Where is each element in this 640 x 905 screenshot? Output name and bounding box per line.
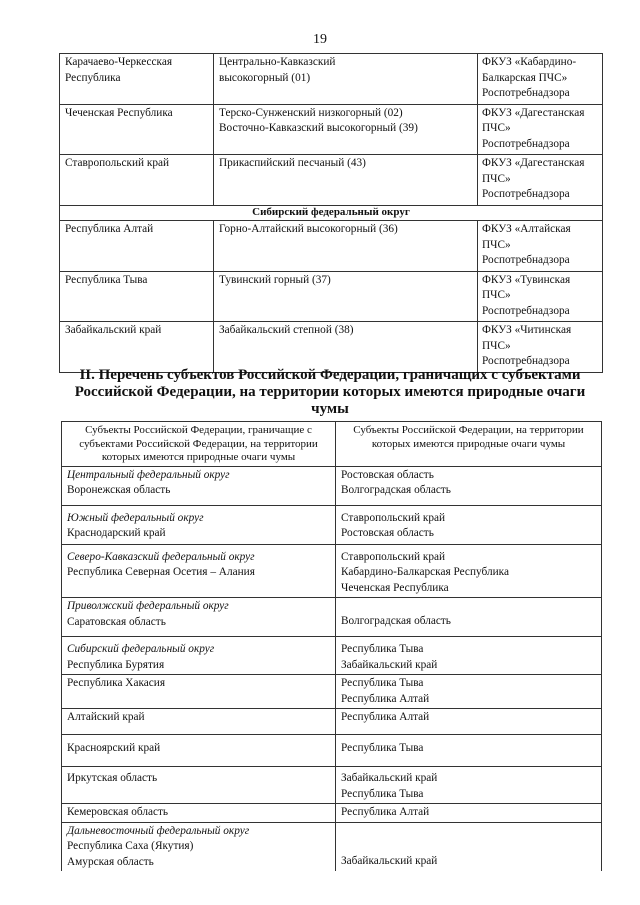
left-cell: Республика Хакасия [62, 675, 336, 709]
org-cell: ФКУЗ «Тувинская ПЧС» Роспотребнадзора [478, 271, 603, 322]
district-label: Дальневосточный федеральный округ [67, 824, 250, 837]
right-cell: Ростовская область Волгоградская область [336, 466, 602, 505]
plague-foci-table [59, 53, 603, 373]
subject-cell: Чеченская Республика [60, 104, 214, 155]
right-cell: Волгоградская область [336, 598, 602, 637]
table-row [60, 221, 603, 272]
org-cell: ФКУЗ «Читинская ПЧС» Роспотребнадзора [478, 322, 603, 373]
left-cell: Сибирский федеральный округ Республика Бурятия [62, 637, 336, 675]
table-row [62, 804, 602, 823]
table-row [62, 544, 602, 598]
subject-cell: Республика Тыва [60, 271, 214, 322]
org-cell: ФКУЗ «Кабардино- Балкарская ПЧС» Роспотребнадзора [478, 54, 603, 105]
table-row [62, 822, 602, 871]
table-row [62, 598, 602, 637]
district-header: Сибирский федеральный округ [60, 206, 603, 221]
table-header-row [62, 422, 602, 467]
subject-cell: Республика Алтай [60, 221, 214, 272]
subject-cell: Ставропольский край [60, 155, 214, 206]
subject-cell: Карачаево-Черкесская Республика [60, 54, 214, 105]
org-cell: ФКУЗ «Дагестанская ПЧС» Роспотребнадзора [478, 155, 603, 206]
district-label: Приволжский федеральный округ [67, 600, 229, 612]
table-row [60, 54, 603, 105]
left-cell: Красноярский край [62, 735, 336, 767]
page-number: 19 [313, 32, 327, 47]
district-label: Северо-Кавказский федеральный округ [67, 550, 255, 563]
left-cell: Северо-Кавказский федеральный округ Республика Северная Осетия – Алания [62, 544, 336, 598]
header-left: Субъекты Российской Федерации, граничащие с субъектами Российской Федерации, на территории которых имеются природные очаги чумы [62, 422, 336, 467]
header-right: Субъекты Российской Федерации, на территории которых имеются природные очаги чумы [336, 422, 602, 467]
right-cell: Ставропольский край Кабардино-Балкарская Республика Чеченская Республика [336, 544, 602, 598]
left-cell: Алтайский край [62, 709, 336, 735]
focus-cell: Терско-Сунженский низкогорный (02) Восточно-Кавказский высокогорный (39) [214, 104, 478, 155]
left-cell: Приволжский федеральный округ Саратовская область [62, 598, 336, 637]
table-row [60, 271, 603, 322]
subject-cell: Забайкальский край [60, 322, 214, 373]
left-cell: Центральный федеральный округ Воронежская область [62, 466, 336, 505]
right-cell: Республика Тыва Забайкальский край [336, 637, 602, 675]
table-row [62, 637, 602, 675]
table-row [60, 104, 603, 155]
right-cell: Забайкальский край Республика Тыва [336, 767, 602, 804]
right-cell: Республика Алтай [336, 804, 602, 823]
table-row [62, 675, 602, 709]
table-row [62, 466, 602, 505]
table-row [62, 735, 602, 767]
org-cell: ФКУЗ «Дагестанская ПЧС» Роспотребнадзора [478, 104, 603, 155]
focus-cell: Тувинский горный (37) [214, 271, 478, 322]
left-cell: Иркутская область [62, 767, 336, 804]
table-row [60, 155, 603, 206]
table-row [62, 767, 602, 804]
right-cell: Забайкальский край [336, 822, 602, 871]
district-header-row [60, 206, 603, 221]
right-cell: Республика Тыва Республика Алтай [336, 675, 602, 709]
focus-cell: Центрально-Кавказский высокогорный (01) [214, 54, 478, 105]
district-label: Центральный федеральный округ [67, 468, 230, 481]
table-row [62, 709, 602, 735]
focus-cell: Прикаспийский песчаный (43) [214, 155, 478, 206]
district-label: Сибирский федеральный округ [67, 643, 215, 655]
district-label: Южный федеральный округ [67, 511, 204, 524]
org-cell: ФКУЗ «Алтайская ПЧС» Роспотребнадзора [478, 221, 603, 272]
left-cell: Южный федеральный округ Краснодарский край [62, 505, 336, 544]
right-cell: Ставропольский край Ростовская область [336, 505, 602, 544]
right-cell: Республика Тыва [336, 735, 602, 767]
left-cell: Дальневосточный федеральный округ Республика Саха (Якутия) Амурская область [62, 822, 336, 871]
left-cell: Кемеровская область [62, 804, 336, 823]
focus-cell: Забайкальский степной (38) [214, 322, 478, 373]
table-row [62, 505, 602, 544]
focus-cell: Горно-Алтайский высокогорный (36) [214, 221, 478, 272]
table-row [60, 322, 603, 373]
bordering-subjects-table [61, 421, 602, 871]
section-title: II. Перечень субъектов Российской Федерации, граничащих с субъектами Российской Федерации, на территории которых имеются природные очаги чумы [74, 367, 586, 417]
right-cell: Республика Алтай [336, 709, 602, 735]
